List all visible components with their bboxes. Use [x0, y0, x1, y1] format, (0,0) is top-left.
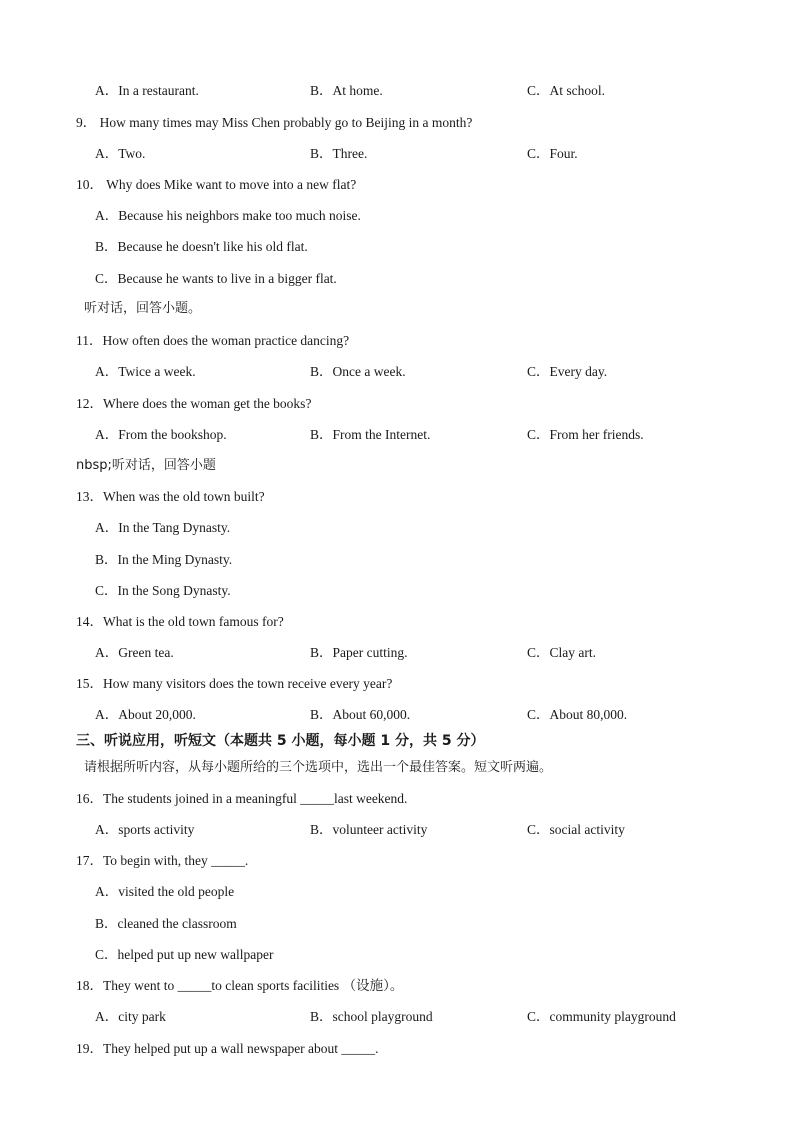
q10-option-a: A．Because his neighbors make too much noise. — [95, 208, 361, 223]
q9-option-a: A．Two. — [95, 146, 146, 161]
q16-option-b: B．volunteer activity — [310, 822, 428, 837]
q12-option-a: A．From the bookshop. — [95, 427, 227, 442]
q15-option-a: A．About 20,000. — [95, 707, 196, 722]
q14-option-b: B．Paper cutting. — [310, 645, 408, 660]
q16-option-c: C．social activity — [527, 822, 625, 837]
q11-option-a: A．Twice a week. — [95, 364, 196, 379]
q8-option-a: A．In a restaurant. — [95, 83, 199, 98]
q13-option-a: A．In the Tang Dynasty. — [95, 520, 231, 535]
q10-option-c: C．Because he wants to live in a bigger flat. — [95, 271, 337, 286]
q13-question: 13．When was the old town built? — [76, 489, 265, 504]
q14-question: 14．What is the old town famous for? — [76, 614, 284, 629]
q9-option-b: B．Three. — [310, 146, 368, 161]
q17-question: 17．To begin with, they _____. — [76, 853, 249, 868]
q15-option-c: C．About 80,000. — [527, 707, 628, 722]
q16-option-a: A．sports activity — [95, 822, 195, 837]
q17-option-c: C．helped put up new wallpaper — [95, 947, 274, 962]
q17-option-b: B．cleaned the classroom — [95, 916, 237, 931]
q18-question: 18．They went to _____to clean sports facilities （设施）。 — [76, 978, 404, 993]
q19-question: 19．They helped put up a wall newspaper about _____. — [76, 1041, 379, 1056]
q12-option-c: C．From her friends. — [527, 427, 644, 442]
q10-option-b: B．Because he doesn't like his old flat. — [95, 239, 308, 254]
listening-instruction: 听对话，回答小题。 — [84, 301, 202, 316]
q18-option-a: A．city park — [95, 1009, 166, 1024]
q11-option-b: B．Once a week. — [310, 364, 406, 379]
q12-question: 12．Where does the woman get the books? — [76, 396, 312, 411]
section-heading: 三、听说应用，听短文（本题共 5 小题，每小题 1 分，共 5 分） — [76, 733, 485, 749]
q8-option-c: C．At school. — [527, 83, 606, 98]
q15-option-b: B．About 60,000. — [310, 707, 411, 722]
q17-option-a: A．visited the old people — [95, 884, 235, 899]
listening-instruction: nbsp;听对话，回答小题 — [76, 458, 216, 473]
q9-question: 9． How many times may Miss Chen probably go to Beijing in a month? — [76, 115, 473, 130]
q8-option-b: B．At home. — [310, 83, 383, 98]
q15-question: 15．How many visitors does the town receive every year? — [76, 676, 393, 691]
q10-question: 10． Why does Mike want to move into a new flat? — [76, 177, 357, 192]
section-instruction: 请根据所听内容，从每小题所给的三个选项中，选出一个最佳答案。短文听两遍。 — [84, 760, 553, 775]
q11-option-c: C．Every day. — [527, 364, 608, 379]
q11-question: 11．How often does the woman practice dancing? — [76, 333, 350, 348]
q18-option-c: C．community playground — [527, 1009, 676, 1024]
q14-option-c: C．Clay art. — [527, 645, 596, 660]
q12-option-b: B．From the Internet. — [310, 427, 431, 442]
q13-option-c: C．In the Song Dynasty. — [95, 583, 231, 598]
q16-question: 16．The students joined in a meaningful _____last weekend. — [76, 791, 408, 806]
q14-option-a: A．Green tea. — [95, 645, 174, 660]
q9-option-c: C．Four. — [527, 146, 578, 161]
q13-option-b: B．In the Ming Dynasty. — [95, 552, 233, 567]
q18-option-b: B．school playground — [310, 1009, 433, 1024]
